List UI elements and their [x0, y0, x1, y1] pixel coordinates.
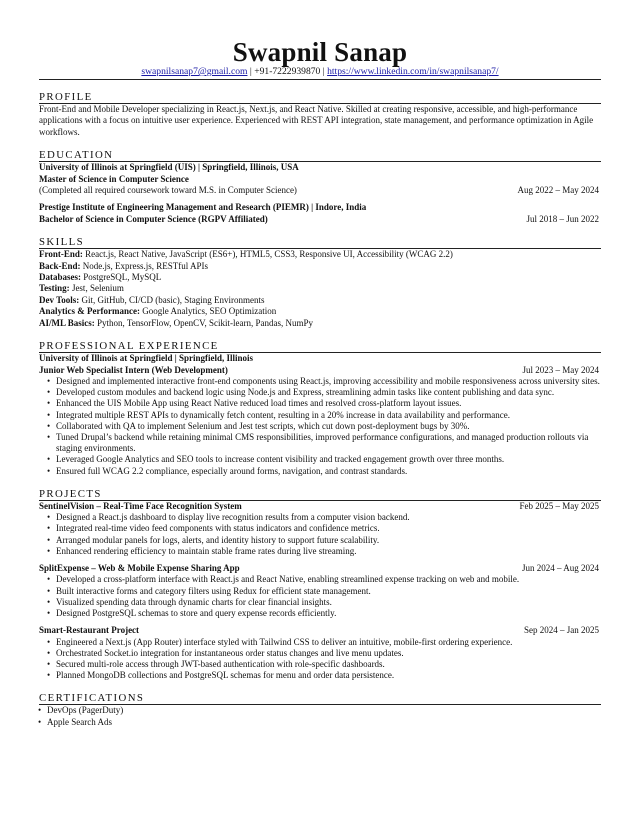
skill-row [39, 318, 601, 329]
project-name: Smart-Restaurant Project [39, 625, 140, 636]
list-item: • Integrated multiple REST APIs to dynamically fetch content, resulting in a 20% increase in data availability and performance. [48, 410, 601, 421]
skill-row [39, 272, 601, 283]
skill-value: Python, TensorFlow, OpenCV, Scikit-learn, Pandas, NumPy [94, 317, 313, 328]
contact-separator: | [247, 66, 255, 77]
school-name: University of Illinois at Springfield (UIS) | Springfield, Illinois, USA [39, 162, 299, 173]
experience-entry [39, 353, 601, 477]
job-title: Junior Web Specialist Intern (Web Development) [39, 364, 228, 375]
skill-label: Back-End: [39, 260, 81, 271]
degree-name: Master of Science in Computer Science [39, 173, 189, 184]
skill-row [39, 261, 601, 272]
project-entry [39, 563, 601, 619]
email-link[interactable]: swapnilsanap7@gmail.com [141, 66, 248, 77]
skill-label: AI/ML Basics: [39, 317, 95, 328]
list-item: • Engineered a Next.js (App Router) interface styled with Tailwind CSS to deliver an intuitive, mobile-first ordering experience. [48, 637, 601, 648]
education-note: (Completed all required coursework toward M.S. in Computer Science) [39, 185, 297, 196]
profile-heading: PROFILE [39, 91, 601, 104]
role-row [39, 365, 601, 376]
education-entry [39, 162, 601, 196]
list-item: • Designed a React.js dashboard to display live recognition results from a computer vision backend. [48, 512, 601, 523]
certifications-heading: CERTIFICATIONS [39, 692, 601, 705]
list-item: • Secured multi-role access through JWT-based authentication with role-specific dashboards. [48, 659, 601, 670]
profile-summary: Front-End and Mobile Developer specializing in React.js, Next.js, and React Native. Skilled at creating responsive, accessible, and high-performance applications with a focus on intuitive user experience. Experienced with REST API integration, state management, and performance optimization in Agile workflows. [39, 104, 594, 137]
skills-heading: SKILLS [39, 236, 601, 249]
education-dates: Aug 2022 – May 2024 [517, 185, 599, 196]
list-item: • Orchestrated Socket.io integration for instantaneous order status changes and live menu updates. [48, 648, 601, 659]
skill-value: Git, GitHub, CI/CD (basic), Staging Environments [79, 294, 265, 305]
project-bullets [39, 574, 601, 619]
list-item: • Collaborated with QA to implement Selenium and Jest test scripts, which cut down post-deployment bugs by 30%. [48, 421, 601, 432]
experience-bullets [39, 376, 601, 477]
skill-label: Testing: [39, 283, 70, 294]
skill-label: Dev Tools: [39, 294, 80, 305]
education-note-row [39, 185, 601, 196]
list-item: • DevOps (PagerDuty) [39, 705, 601, 716]
project-entry [39, 501, 601, 557]
project-dates: Sep 2024 – Jan 2025 [524, 625, 599, 636]
project-dates: Feb 2025 – May 2025 [519, 500, 599, 511]
project-header [39, 563, 601, 574]
contact-separator: | [320, 66, 328, 77]
degree-row [39, 214, 601, 225]
list-item: • Visualized spending data through dynamic charts for clear financial insights. [48, 597, 601, 608]
skills-list [39, 249, 601, 329]
project-entry [39, 625, 601, 681]
linkedin-link[interactable]: https://www.linkedin.com/in/swapnilsanap7/ [327, 66, 499, 77]
list-item: • Planned MongoDB collections and PostgreSQL schemas for menu and order data persistence. [48, 670, 601, 681]
job-dates: Jul 2023 – May 2024 [522, 364, 599, 375]
skill-row [39, 283, 601, 294]
skill-row [39, 306, 601, 317]
list-item: • Developed custom modules and backend logic using Node.js and Express, streamlining admin tasks like content publishing and data sync. [48, 387, 601, 398]
skill-value: Node.js, Express.js, RESTful APIs [80, 260, 209, 271]
list-item: • Tuned Drupal’s backend while retaining minimal CMS responsibilities, improved performance configurations, and managed production rollouts via staging environments. [48, 432, 601, 454]
employer-name: University of Illinois at Springfield | Springfield, Illinois [39, 353, 254, 364]
list-item: • Designed PostgreSQL schemas to store and query expense records efficiently. [48, 608, 601, 619]
list-item: • Enhanced the UIS Mobile App using React Native reduced load times and resolved cross-platform layout issues. [48, 398, 601, 409]
skill-value: Google Analytics, SEO Optimization [139, 306, 277, 317]
skill-row [39, 249, 601, 260]
skill-value: PostgreSQL, MySQL [81, 272, 162, 283]
list-item: • Designed and implemented interactive front-end components using React.js, improving accessibility and mobile responsiveness across university sites. [48, 376, 601, 387]
candidate-name: Swapnil Sanap [232, 37, 408, 67]
resume-page [39, 38, 601, 728]
list-item: • Leveraged Google Analytics and SEO tools to increase content visibility and tracked engagement growth over three months. [48, 454, 601, 465]
project-name: SplitExpense – Web & Mobile Expense Sharing App [39, 562, 240, 573]
project-header [39, 501, 601, 512]
degree-name: Bachelor of Science in Computer Science (RGPV Affiliated) [39, 213, 268, 224]
education-dates: Jul 2018 – Jun 2022 [526, 213, 599, 224]
list-item: • Integrated real-time video feed components with status indicators and confidence metrics. [48, 523, 601, 534]
education-entry [39, 202, 601, 225]
list-item: • Developed a cross-platform interface with React.js and React Native, enabling streamlined expense tracking on web and mobile. [48, 574, 601, 585]
phone-number: +91-7222939870 [254, 66, 321, 77]
list-item: • Built interactive forms and category filters using Redux for efficient state management. [48, 586, 601, 597]
skill-value: React.js, React Native, JavaScript (ES6+), HTML5, CSS3, Responsive UI, Accessibility (WCAG 2.2) [82, 249, 453, 260]
skill-label: Front-End: [39, 249, 83, 260]
project-name: SentinelVision – Real-Time Face Recognition System [39, 500, 242, 511]
list-item: • Ensured full WCAG 2.2 compliance, especially around forms, navigation, and contrast standards. [48, 466, 601, 477]
list-item: • Arranged modular panels for logs, alerts, and identity history to support future scalability. [48, 535, 601, 546]
skill-row [39, 295, 601, 306]
school-name: Prestige Institute of Engineering Management and Research (PIEMR) | Indore, India [39, 202, 367, 213]
skill-value: Jest, Selenium [69, 283, 124, 294]
project-dates: Jun 2024 – Aug 2024 [521, 562, 599, 573]
experience-heading: PROFESSIONAL EXPERIENCE [39, 340, 601, 353]
project-bullets [39, 637, 601, 682]
contact-line [39, 66, 601, 80]
skill-label: Databases: [39, 272, 81, 283]
list-item: • Enhanced rendering efficiency to maintain stable frame rates during live streaming. [48, 546, 601, 557]
list-item: • Apple Search Ads [39, 717, 601, 728]
skill-label: Analytics & Performance: [39, 306, 140, 317]
project-bullets [39, 512, 601, 557]
project-header [39, 625, 601, 636]
education-heading: EDUCATION [39, 149, 601, 162]
projects-heading: PROJECTS [39, 488, 601, 501]
certifications-list [39, 705, 601, 727]
